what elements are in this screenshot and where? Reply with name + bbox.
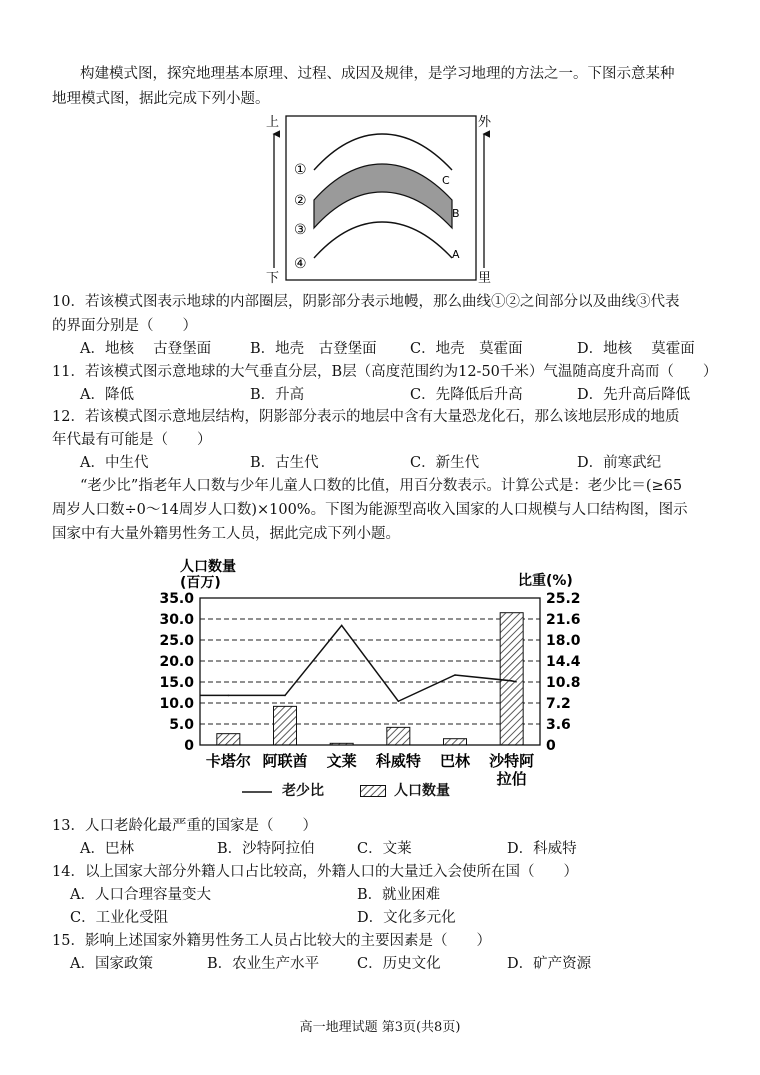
legend-line-icon xyxy=(242,790,272,794)
model-diagram xyxy=(262,110,504,286)
y-tick-label: 15.0 xyxy=(159,675,194,691)
population-bar xyxy=(274,706,297,745)
ratio-point xyxy=(341,625,343,627)
category-label: 卡塔尔 xyxy=(205,752,251,770)
intro2-line-1: “老少比”指老年人口数与少年儿童人口数的比值，用百分数表示。计算公式是：老少比＝(≥65 xyxy=(80,478,683,494)
category-label: 科威特 xyxy=(375,752,421,770)
q14-options-row2 xyxy=(70,906,720,930)
chart-legend xyxy=(242,780,502,802)
legend-line-label: 老少比 xyxy=(282,783,324,799)
y2-tick-label: 7.2 xyxy=(546,696,571,712)
y2-tick-label: 3.6 xyxy=(546,717,571,733)
q12-stem-2: 年代最有可能是（ ） xyxy=(52,432,212,448)
curve-label-4: ④ xyxy=(294,256,307,272)
q10-options xyxy=(80,337,720,361)
q15-options xyxy=(70,952,720,976)
q10-stem-1: 10．若该模式图表示地球的内部圈层，阴影部分表示地幔，那么曲线①②之间部分以及曲线③代表 xyxy=(52,294,680,310)
y-tick-label: 20.0 xyxy=(159,654,194,670)
q12-option-a[interactable]: A．中生代 xyxy=(80,455,149,471)
ratio-point xyxy=(398,700,400,702)
curve-4 xyxy=(314,222,452,258)
category-label: 文莱 xyxy=(326,752,357,770)
intro-line-1: 构建模式图，探究地理基本原理、过程、成因及规律，是学习地理的方法之一。下图示意某种 xyxy=(80,66,675,82)
y-tick-label: 35.0 xyxy=(159,591,194,607)
curve-label-1: ① xyxy=(294,162,307,178)
population-bar xyxy=(387,727,410,745)
category-label: 沙特阿 xyxy=(489,752,535,770)
q14-options-row1 xyxy=(70,883,720,907)
y2-tick-label: 21.6 xyxy=(546,612,581,628)
q12-option-b[interactable]: B．古生代 xyxy=(250,455,319,471)
y-tick-label: 30.0 xyxy=(159,612,194,628)
q14-option-d[interactable]: D．文化多元化 xyxy=(357,910,456,926)
q13-options xyxy=(80,837,720,861)
q11-option-b[interactable]: B．升高 xyxy=(250,387,305,403)
category-label: 巴林 xyxy=(439,752,471,770)
layer-letter-b: B xyxy=(452,207,460,220)
q14-option-b[interactable]: B．就业困难 xyxy=(357,887,441,903)
y-axis-unit: (百万) xyxy=(180,575,221,591)
q14-stem-1: 14．以上国家大部分外籍人口占比较高，外籍人口的大量迁入会使所在国（ ） xyxy=(52,864,578,880)
q13-stem-1: 13．人口老龄化最严重的国家是（ ） xyxy=(52,818,317,834)
intro2-line-3: 国家中有大量外籍男性务工人员，据此完成下列小题。 xyxy=(52,526,400,542)
curve-label-2: ② xyxy=(294,193,307,209)
q11-options xyxy=(80,383,720,407)
q11-stem-1: 11．若该模式图示意地球的大气垂直分层，B层（高度范围约为12-50千米）气温随高度升高而（ ） xyxy=(52,364,718,380)
y2-tick-label: 14.4 xyxy=(546,654,581,670)
y2-tick-label: 25.2 xyxy=(546,591,581,607)
q13-option-c[interactable]: C．文莱 xyxy=(357,841,412,857)
y-axis-label: 人口数量 xyxy=(180,559,236,575)
q15-option-c[interactable]: C．历史文化 xyxy=(357,956,441,972)
curve-label-3: ③ xyxy=(294,222,307,238)
y2-axis-label: 比重(%) xyxy=(518,573,573,589)
y2-tick-label: 10.8 xyxy=(546,675,581,691)
q10-option-a[interactable]: A．地核 古登堡面 xyxy=(80,341,212,357)
layer-letter-a: A xyxy=(452,248,460,261)
shaded-layer xyxy=(314,164,452,228)
ratio-line xyxy=(200,625,516,701)
y-tick-label: 25.0 xyxy=(159,633,194,649)
q12-options xyxy=(80,451,720,475)
q12-option-c[interactable]: C．新生代 xyxy=(410,455,480,471)
label-top-right: 外 xyxy=(478,115,492,130)
y-tick-label: 0 xyxy=(184,738,194,754)
y-tick-label: 10.0 xyxy=(159,696,194,712)
category-label: 阿联酋 xyxy=(262,752,308,770)
q14-option-a[interactable]: A．人口合理容量变大 xyxy=(70,887,211,903)
q10-stem-2: 的界面分别是（ ） xyxy=(52,318,197,334)
q12-stem-1: 12．若该模式图示意地层结构，阴影部分表示的地层中含有大量恐龙化石，那么该地层形成的地质 xyxy=(52,409,680,425)
y2-tick-label: 0 xyxy=(546,738,556,754)
page-footer: 高一地理试题 第3页(共8页) xyxy=(299,1020,461,1035)
ratio-point xyxy=(454,674,456,676)
y-tick-label: 5.0 xyxy=(169,717,194,733)
q13-option-d[interactable]: D．科威特 xyxy=(507,841,577,857)
layer-letter-c: C xyxy=(442,174,450,187)
intro2-line-2: 周岁人口数÷0～14周岁人口数)×100%。下图为能源型高收入国家的人口规模与人口结构图，图示 xyxy=(52,502,688,518)
q15-option-b[interactable]: B．农业生产水平 xyxy=(207,956,320,972)
q15-option-a[interactable]: A．国家政策 xyxy=(70,956,153,972)
label-top-left: 上 xyxy=(266,115,280,130)
q11-option-c[interactable]: C．先降低后升高 xyxy=(410,387,523,403)
q10-option-b[interactable]: B．地壳 古登堡面 xyxy=(250,341,377,357)
q13-option-a[interactable]: A．巴林 xyxy=(80,841,134,857)
q12-option-d[interactable]: D．前寒武纪 xyxy=(577,455,662,471)
q10-option-d[interactable]: D．地核 莫霍面 xyxy=(577,341,695,357)
y2-tick-label: 18.0 xyxy=(546,633,581,649)
legend-bar-label: 人口数量 xyxy=(394,783,450,799)
category-label: 拉伯 xyxy=(496,770,527,788)
ratio-point xyxy=(511,680,513,682)
q14-option-c[interactable]: C．工业化受阻 xyxy=(70,910,169,926)
q15-stem-1: 15．影响上述国家外籍男性务工人员占比较大的主要因素是（ ） xyxy=(52,933,491,949)
legend-bar-icon xyxy=(360,785,386,797)
label-bottom-left: 下 xyxy=(266,271,280,286)
q11-option-d[interactable]: D．先升高后降低 xyxy=(577,387,691,403)
population-bar xyxy=(217,734,240,745)
plot-frame xyxy=(200,598,540,745)
population-bar xyxy=(500,613,523,745)
q10-option-c[interactable]: C．地壳 莫霍面 xyxy=(410,341,523,357)
ratio-point xyxy=(228,695,230,697)
intro-line-2: 地理模式图，据此完成下列小题。 xyxy=(52,91,270,107)
q11-option-a[interactable]: A．降低 xyxy=(80,387,134,403)
q13-option-b[interactable]: B．沙特阿拉伯 xyxy=(217,841,315,857)
ratio-point xyxy=(284,695,286,697)
population-bar xyxy=(444,739,467,745)
q15-option-d[interactable]: D．矿产资源 xyxy=(507,956,592,972)
population-chart xyxy=(150,558,600,808)
label-bottom-right: 里 xyxy=(478,271,492,286)
